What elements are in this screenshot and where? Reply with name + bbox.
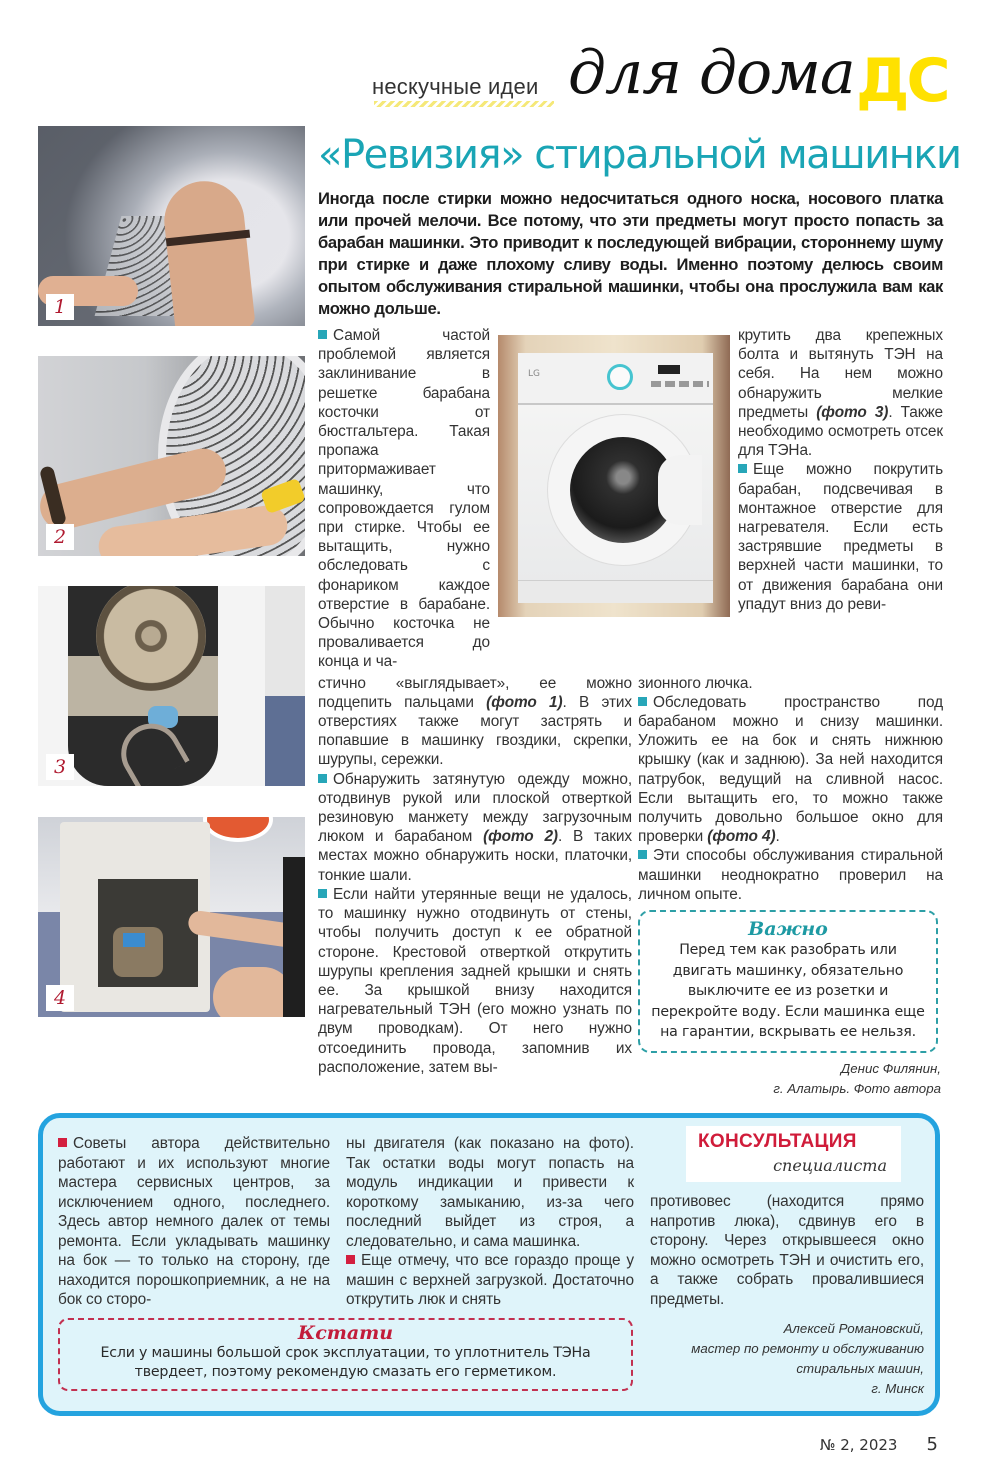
paragraph: Эти способы обслуживания стиральной машинки неоднократно проверил на личном опыте.	[638, 847, 943, 903]
article-title: «Ревизия» стиральной машинки	[318, 132, 961, 178]
consultation-column-3	[650, 1192, 924, 1309]
square-bullet-icon	[638, 697, 647, 706]
paragraph: ны двигателя (как показано на фото). Так остатки воды могут попасть на модуль индикации и привести к короткому замыканию, из-за чего последний выйдет из строя, а следовательно, и сама машинка.	[346, 1135, 634, 1250]
paragraph: противовес (находится прямо напротив люка), сдвинув его в сторону. Через открывшееся окно можно осмотреть ТЭН и очистить его, а также собрать провалившиеся предметы.	[650, 1193, 924, 1308]
article-lead: Иногда после стирки можно недосчитаться одного носка, носового платка или прочей мелочи. Все потому, что эти предметы могут просто попасть за барабан машинки. Это приводит к последующей вибрации, стороннему шуму при стирке и даже плохому сливу воды. Именно поэтому делюсь своим опытом обслуживания стиральной машинки, чтобы она прослужила вам как можно дольше.	[318, 189, 943, 318]
photo-1-drum-inspection	[38, 126, 305, 326]
article-body-bottom-row	[318, 674, 943, 1099]
square-bullet-icon	[58, 1138, 67, 1147]
paragraph: Обнаружить затянутую одежду можно, отодвинув рукой или плоской отверткой резиновую манжету между загрузочным люком и барабаном (фото 2). В таких местах можно обнаружить носки, платочки, тонкие шали.	[318, 770, 633, 884]
consultation-column-1	[58, 1134, 330, 1310]
photo-number-label: 4	[46, 985, 74, 1011]
consultation-subtitle: специалиста	[773, 1156, 887, 1175]
photo-4-bottom-opening	[38, 817, 305, 1017]
photo-number-label: 1	[46, 294, 74, 320]
expert-role: мастер по ремонту и обслуживанию	[691, 1341, 924, 1356]
rubric-underline-decoration	[374, 101, 554, 107]
magazine-logo: ДС	[856, 46, 948, 116]
expert-name: Алексей Романовский,	[783, 1321, 924, 1336]
body-column-a-bottom	[318, 674, 632, 1077]
section-rubric	[372, 38, 972, 116]
photo-2-cuff-screwdriver	[38, 356, 305, 556]
consultation-right	[650, 1131, 924, 1399]
by-the-way-box	[58, 1318, 633, 1391]
consultation-title: КОНСУЛЬТАЦИЯ	[698, 1131, 857, 1152]
important-note-title: Важно	[748, 918, 828, 941]
photo-reference: (фото 1)	[486, 693, 563, 711]
paragraph: Самой частой проблемой является заклинивание в решетке барабана косточки от бюстгальтера. Такая пропажа притормаживает машинку, что сопровождается гулом при стирке. Чтобы ее вытащить, нужно обследовать с фонариком каждое отверстие в барабане. Обычно косточка не проваливается до конца и ча-	[318, 327, 490, 671]
paragraph: Советы автора действительно работают и их используют многие мастера сервисных центров, за исключением одного, последнего. Здесь автор немного далек от темы ремонта. Если укладывать машинку на бок — то только на сторону, где находится порошкоприемник, а не на бок со сторо-	[58, 1135, 330, 1308]
square-bullet-icon	[318, 774, 327, 783]
photo-reference: (фото 2)	[483, 828, 558, 846]
consultation-header	[686, 1126, 901, 1182]
article-body-top-row	[318, 326, 943, 672]
page-number: 5	[926, 1434, 938, 1455]
square-bullet-icon	[738, 464, 747, 473]
paragraph: Обследовать пространство под барабаном можно и снизу машинки. Уложить ее на бок и снять нижнюю крышку (как и заднюю). За ней находится патрубок, ведущий на сливной насос. Если вытащить его, то можно также получить довольно большое окно для проверки (фото 4).	[638, 693, 943, 846]
machine-brand-mark: LG	[528, 369, 540, 379]
square-bullet-icon	[638, 850, 647, 859]
author-name: Денис Филянин,	[840, 1060, 941, 1076]
body-column-b-bottom	[638, 674, 943, 904]
body-right-stack	[638, 674, 943, 1099]
paragraph: Еще можно покрутить барабан, подсвечивая в монтажное отверстие для нагревателя. Если есть застрявшие предметы в верхней части машинки, то от движения барабана они упадут вниз до реви-	[738, 461, 943, 613]
photo-reference: (фото 4)	[707, 828, 776, 846]
paragraph: крутить два крепежных болта и вытянуть ТЭН на себя. На нем можно обнаружить мелкие предметы (фото 3). Также необходимо осмотреть отсек для ТЭНа.	[738, 327, 943, 460]
consultation-box	[38, 1113, 940, 1416]
paragraph: Если найти утерянные вещи не удалось, то машинку нужно отодвинуть от стены, чтобы получить доступ к ее обратной стороне. Крестовой отверткой открутить шурупы крепления задней крышки и снять ее. За крышкой внизу находится нагревательный ТЭН (его можно узнать по двум проводкам). От него нужно отсоединить провода, запомнив их расположение, затем вы-	[318, 885, 632, 1076]
body-column-b-top	[738, 326, 943, 614]
photo-number-label: 3	[46, 754, 74, 780]
expert-city: г. Минск	[871, 1381, 924, 1396]
paragraph: стично «выглядывает», ее можно подцепить пальцами (фото 1). В этих отверстиях также могут застрять и попавшие в машинку гвоздики, скрепки, шурупы, сережки.	[318, 674, 632, 769]
consultation-section	[38, 1113, 940, 1416]
paragraph: зионного лючка.	[638, 674, 753, 692]
consultation-column-2	[346, 1134, 634, 1310]
program-dial	[607, 364, 633, 390]
article-body	[318, 326, 943, 1099]
photo-washing-machine	[498, 335, 730, 617]
paragraph: Еще отмечу, что все гораздо проще у машин с верхней загрузкой. Достаточно открутить люк и снять	[346, 1252, 634, 1308]
important-note-text: Перед тем как разобрать или двигать машинку, обязательно выключите ее из розетки и перекройте воду. Если машинка еще на гарантии, вскрывать ее нельзя.	[651, 942, 925, 1041]
expert-byline	[650, 1319, 924, 1399]
photo-number-label: 2	[46, 524, 74, 550]
square-bullet-icon	[318, 330, 327, 339]
author-city-credit: г. Алатырь. Фото автора	[773, 1080, 941, 1096]
author-byline	[638, 1059, 943, 1099]
rubric-subtitle: нескучные идеи	[372, 74, 539, 99]
consultation-left	[58, 1134, 634, 1391]
photo-3-rear-panel-heater	[38, 586, 305, 786]
body-column-a-top	[318, 326, 490, 672]
by-the-way-title: Кстати	[297, 1321, 394, 1344]
by-the-way-text: Если у машины большой срок эксплуатации, то уплотнитель ТЭНа твердеет, поэтому рекомендую смазать его герметиком.	[100, 1344, 591, 1380]
square-bullet-icon	[346, 1255, 355, 1264]
page-footer	[820, 1434, 938, 1455]
square-bullet-icon	[318, 889, 327, 898]
expert-role-cont: стиральных машин,	[796, 1361, 924, 1376]
consultation-grid	[58, 1131, 924, 1399]
issue-number: № 2, 2023	[819, 1436, 898, 1454]
important-note-box	[638, 910, 938, 1053]
rubric-title: для дома	[568, 38, 855, 108]
consultation-left-columns	[58, 1134, 634, 1310]
photo-reference: (фото 3)	[816, 403, 889, 421]
